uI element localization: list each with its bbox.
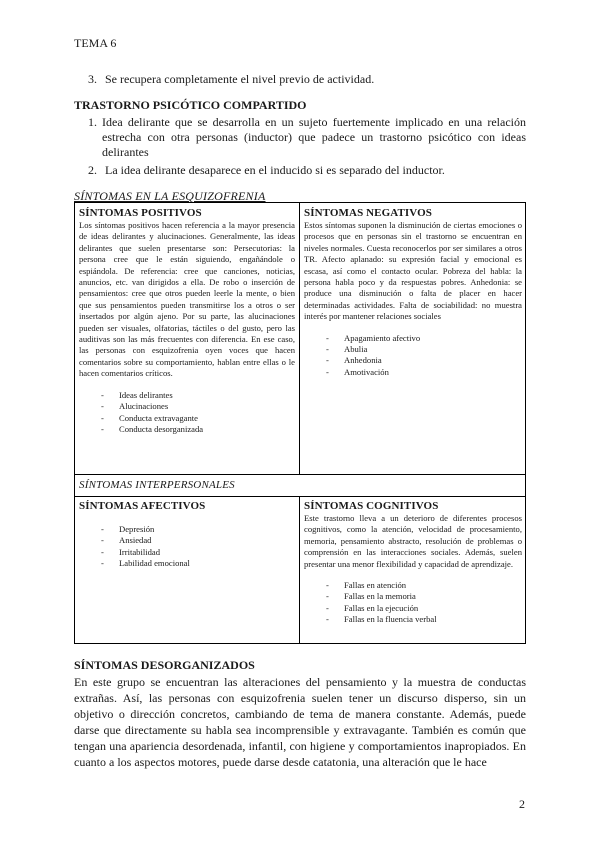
cognitive-symptoms-list: [304, 580, 522, 626]
row-divider: [75, 496, 525, 497]
list-item: - Abulia: [326, 344, 522, 355]
shared-disorder-item-1: [88, 115, 526, 160]
row-divider: [75, 474, 525, 475]
negative-symptoms-text: Estos síntomas suponen la disminución de ciertas emociones o procesos que en personas sin el trastorno se encuentran en niveles normales. Cuesta reconocerlos por ser similares a otros TR. Afecto aplanado: su expresión facial y emocional es escasa, así como el contacto ocular. Pobreza del habla: la persona habla poco y da respuestas pobres. Anhedonia: se produce una disminución o falta de placer en hacer determinadas actividades. Falta de sociabilidad: no muestra interés por mantener relaciones sociales: [304, 220, 522, 322]
cognitive-symptoms-title: SÍNTOMAS COGNITIVOS: [304, 500, 439, 512]
shared-disorder-item-2: [88, 163, 445, 178]
list-line: La idea delirante desaparece en el inducido si es separado del inductor.: [105, 163, 445, 177]
schizophrenia-symptoms-title: SÍNTOMAS EN LA ESQUIZOFRENIA: [74, 189, 266, 203]
list-item: - Fallas en la fluencia verbal: [326, 614, 522, 625]
list-item: - Labilidad emocional: [101, 558, 295, 569]
shared-disorder-heading: TRASTORNO PSICÓTICO COMPARTIDO: [74, 98, 307, 112]
list-line: Idea delirante que se desarrolla en un sujeto fuertemente implicado en una relación: [102, 115, 526, 129]
list-item: - Amotivación: [326, 367, 522, 378]
list-item: - Conducta extravagante: [101, 413, 295, 424]
list-item: - Fallas en la memoria: [326, 591, 522, 602]
list-item: - Anhedonia: [326, 355, 522, 366]
negative-symptoms-title: SÍNTOMAS NEGATIVOS: [304, 207, 433, 219]
cognitive-symptoms-cell: [304, 500, 522, 626]
cognitive-symptoms-text: Este trastorno lleva a un deterioro de diferentes procesos cognitivos, como la atención, velocidad de procesamiento, memoria, pensamiento abstracto, resolución de problemas o comprensión en las interacciones sociales. Además, suelen presentar una menor flexibilidad y capacidad de aprendizaje.: [304, 513, 522, 569]
list-item: - Fallas en atención: [326, 580, 522, 591]
list-line: delirantes: [102, 145, 149, 159]
list-item: - Depresión: [101, 524, 295, 535]
list-item: - Apagamiento afectivo: [326, 333, 522, 344]
negative-symptoms-cell: [304, 207, 522, 378]
list-number: 3.: [88, 72, 97, 86]
disorganized-symptoms-paragraph: En este grupo se encuentran las alteraciones del pensamiento y la muestra de conductas extrañas. Así, las personas con esquizofrenia suelen tener un discurso disperso, sin un objetivo o dirección concretos, cambiando de tema de manera constante. Además, puede darse que directamente su habla sea incomprensible y extravagante. También es común que tengan una apariencia desordenada, infantil, con higiene y comportamientos inapropiados. En cuanto a los aspectos motores, puede darse desde catatonia, una alteración que le hace: [74, 675, 526, 769]
column-divider: [299, 203, 300, 474]
list-item: - Irritabilidad: [101, 547, 295, 558]
list-item: - Ideas delirantes: [101, 390, 295, 401]
interpersonal-symptoms-title: SÍNTOMAS INTERPERSONALES: [79, 479, 235, 491]
column-divider: [299, 496, 300, 643]
affective-symptoms-list: [79, 524, 295, 570]
positive-symptoms-cell: [79, 207, 295, 435]
list-number: 1.: [88, 115, 97, 129]
disorganized-symptoms-heading: SÍNTOMAS DESORGANIZADOS: [74, 658, 255, 672]
list-text: Se recupera completamente el nivel previo de actividad.: [105, 72, 375, 86]
list-item: - Alucinaciones: [101, 401, 295, 412]
list-item: - Fallas en la ejecución: [326, 603, 522, 614]
positive-symptoms-list: [79, 390, 295, 436]
list-line: estrecha con otra personas (inductor) que padece un trastorno psicótico con ideas: [102, 130, 526, 144]
affective-symptoms-title: SÍNTOMAS AFECTIVOS: [79, 500, 206, 512]
positive-symptoms-text: Los síntomas positivos hacen referencia a la mayor presencia de ideas delirantes y alucinaciones. Generalmente, las ideas delirantes que suelen presentarse son: Persecutorias: la persona cree que le están siguiendo, engañándole o espiándola. De referencia: cree que canciones, noticias, anuncios, etc. van dirigidos a ella. De robo o inserción de pensamientos: cree que otros pueden leerle la mente, o bien que sus pensamientos pueden transmitirse los a otros o ser insertados por algún ajeno. Por su parte, las alucinaciones pueden ser visuales, olfatorias, táctiles o del gusto, pero las auditivas son las más frecuentes con diferencia. En ese caso, las personas con esquizofrenia oyen voces que hacen comentarios sobre su comportamiento, hablan entre ellas o le hacen comentarios críticos.: [79, 220, 295, 379]
symptoms-table: [74, 202, 526, 644]
page-header: TEMA 6: [74, 36, 117, 50]
list-number: 2.: [88, 163, 97, 177]
affective-symptoms-cell: [79, 500, 295, 570]
list-item: - Conducta desorganizada: [101, 424, 295, 435]
negative-symptoms-list: [304, 333, 522, 379]
intro-list-item: [88, 72, 374, 87]
positive-symptoms-title: SÍNTOMAS POSITIVOS: [79, 207, 202, 219]
list-item: - Ansiedad: [101, 535, 295, 546]
page-number: 2: [519, 797, 525, 811]
